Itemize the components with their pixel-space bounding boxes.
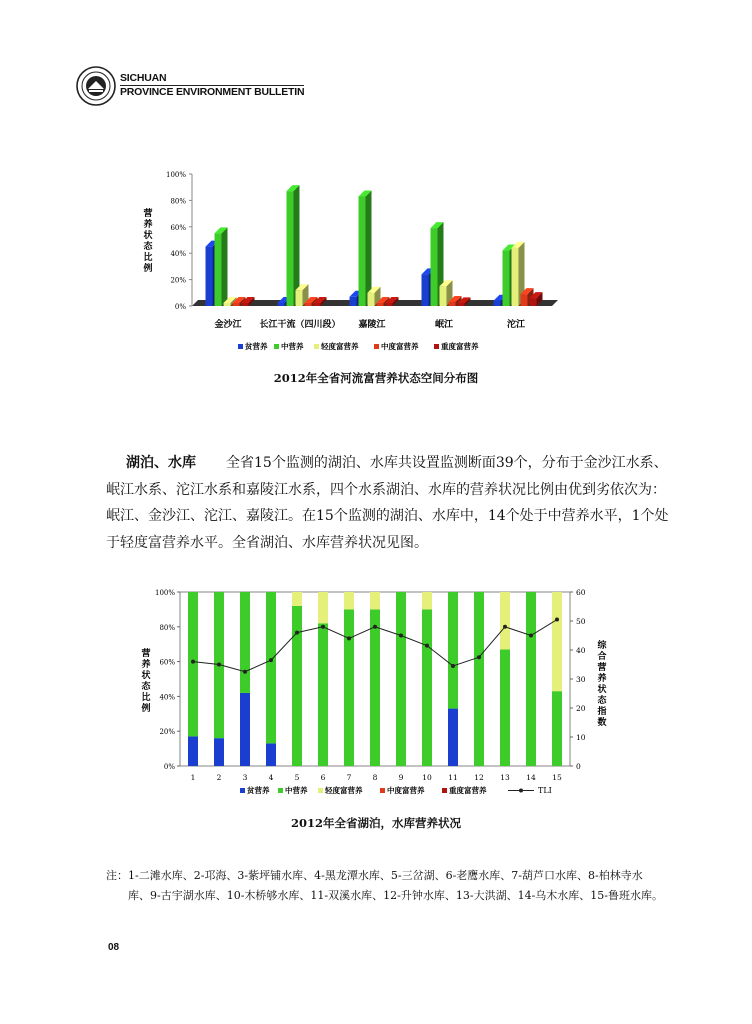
chart2-bar-segment	[396, 592, 406, 766]
chart1-x-tick-label: 岷江	[434, 320, 454, 330]
chart1-bar-front	[494, 301, 501, 306]
chart1-bar-front	[233, 303, 240, 306]
chart2-bar-segment	[240, 693, 250, 766]
chart1-legend-label: 中营养	[281, 342, 304, 351]
chart1-bar-front	[287, 191, 294, 306]
chart1-x-tick-label: 金沙江	[214, 320, 242, 330]
chart1-bar-front	[314, 303, 321, 306]
note-line: 库、9-古宇湖水库、10-木桥够水库、11-双溪水库、12-升钟水库、13-大洪湖、14-乌木水库、15-鲁班水库。	[128, 889, 663, 902]
chart2-y2-label-char: 数	[597, 718, 607, 728]
chart2-tli-point	[399, 634, 403, 638]
chart2-legend-label: 重度富营养	[449, 786, 487, 795]
chart2-x-tick-label: 10	[422, 773, 432, 782]
chart2-tli-point	[503, 625, 507, 629]
chart2-bar-segment	[266, 592, 276, 743]
chart2-bar-segment	[266, 743, 276, 766]
chart1-bar-front	[206, 247, 213, 306]
chart1-bar-front	[530, 298, 537, 306]
chart2-bar-segment	[370, 609, 380, 766]
chart2-x-tick-label: 15	[552, 773, 562, 782]
chart1-bar-front	[242, 303, 249, 306]
chart1-bar-front	[449, 302, 456, 306]
paragraph-line: 全省15个监测的湖泊、水库共设置监测断面39个，分布于金沙江水系、	[226, 455, 668, 471]
chart2-bar-segment	[370, 592, 380, 609]
chart1-y-label-char: 状	[143, 231, 153, 241]
chart1-bars	[206, 185, 543, 306]
chart1-y-tick-label: 60%	[170, 223, 186, 232]
chart2-y2-label-char: 合	[597, 652, 607, 662]
chart2-bar-segment	[422, 609, 432, 766]
chart2-y2-tick-label: 20	[576, 704, 586, 713]
chart2-bar-segment	[292, 606, 302, 766]
chart2-bars	[188, 592, 562, 766]
paragraph-line: 岷江、金沙江、沱江、嘉陵江。在15个监测的湖泊、水库中，14个处于中营养水平，1个处	[106, 508, 669, 524]
bulletin-title	[120, 72, 304, 99]
chart1-bar-front	[521, 294, 528, 306]
chart2-bar-segment	[448, 592, 458, 709]
chart1-legend-swatch	[314, 344, 319, 349]
chart1-bar-front	[386, 303, 393, 306]
chart-note	[106, 866, 686, 906]
chart1-legend-swatch	[274, 344, 279, 349]
chart2-y2-tick-label: 60	[576, 588, 586, 597]
chart2-y2-tick-label: 40	[576, 646, 586, 655]
chart2-legend-label: 贫营养	[247, 786, 270, 795]
chart1-legend-label: 重度富营养	[441, 342, 479, 351]
chart2-x-tick-label: 12	[474, 773, 484, 782]
chart2-y-label-char: 态	[141, 682, 151, 692]
chart2-bar-segment	[344, 592, 354, 609]
chart1-bar-front	[458, 303, 465, 306]
chart1-y-label-char: 态	[143, 242, 153, 252]
chart2-y2-label-char: 状	[597, 685, 607, 695]
chart2-bar-segment	[422, 592, 432, 609]
chart1-bar-front	[368, 293, 375, 306]
chart1-bar-front	[278, 303, 285, 306]
chart2-bar-segment	[500, 592, 510, 649]
chart1-y-tick-label: 40%	[170, 250, 186, 259]
paragraph-line: 岷江水系、沱江水系和嘉陵江水系，四个水系湖泊、水库的营养状况比例由优到劣依次为：	[106, 481, 666, 498]
chart2-y2-tick-label: 10	[576, 733, 586, 742]
chart1-x-tick-label: 沱江	[506, 320, 526, 330]
chart1-bar-side	[366, 190, 372, 306]
bulletin-header	[76, 66, 306, 106]
chart1-bar-front	[512, 248, 519, 306]
chart2-tli-point	[555, 618, 559, 622]
chart2-bar-segment	[318, 623, 328, 766]
chart1-legend-swatch	[374, 344, 379, 349]
section-heading: 湖泊、水库	[126, 455, 196, 471]
chart1-y-tick-label: 80%	[170, 197, 186, 206]
chart2-tli-point	[269, 658, 273, 662]
chart1-legend-label: 贫营养	[245, 342, 268, 351]
chart2-y2-label-char: 营	[597, 663, 607, 673]
chart2-y-tick-label: 40%	[159, 693, 175, 702]
chart1-bar-front	[305, 303, 312, 306]
chart1-bar-front	[440, 286, 447, 306]
chart2-bar-segment	[188, 592, 198, 736]
emblem-logo-icon	[76, 66, 116, 106]
chart2-y2-tick-label: 30	[576, 675, 586, 684]
chart2-x-tick-label: 1	[190, 773, 196, 782]
chart2-tli-point	[217, 663, 221, 667]
chart2-bar-segment	[344, 609, 354, 766]
chart1-y-tick-label: 0%	[174, 303, 186, 311]
chart2-x-tick-label: 4	[268, 773, 274, 782]
chart2-bar-segment	[214, 738, 224, 766]
river-trophic-chart	[0, 160, 752, 360]
chart2-y-label-char: 状	[141, 671, 151, 681]
chart2-y-tick-label: 100%	[154, 589, 175, 597]
chart2-y2-label-char: 综	[597, 641, 607, 651]
chart2-x-tick-label: 14	[526, 773, 536, 782]
chart1-legend-label: 中度富营养	[381, 342, 419, 351]
chart2-tli-point	[243, 670, 247, 674]
chart2-tli-point	[347, 636, 351, 640]
chart2-caption: 2012年全省湖泊，水库营养状况	[290, 816, 461, 830]
chart2-y2-tick-label: 50	[576, 617, 586, 626]
chart2-y-label-char: 营	[141, 649, 151, 659]
chart2-tli-point	[295, 631, 299, 635]
chart2-bar-segment	[526, 592, 536, 766]
chart2-x-tick-label: 2	[216, 773, 222, 782]
chart2-tli-point	[477, 655, 481, 659]
chart2-legend-marker	[519, 789, 523, 793]
chart2-legend	[240, 785, 552, 795]
lake-trophic-chart	[0, 580, 752, 810]
chart2-y-tick-label: 80%	[159, 623, 175, 632]
lakes-reservoirs-paragraph	[106, 450, 669, 556]
chart2-legend-swatch	[318, 788, 323, 793]
chart2-y-label-char: 例	[141, 704, 151, 714]
chart2-x-tick-label: 6	[320, 773, 326, 782]
chart2-bar-segment	[500, 649, 510, 766]
chart1-bar-side	[222, 227, 228, 306]
chart1-caption: 2012年全省河流富营养状态空间分布图	[273, 371, 479, 385]
paragraph-line: 于轻度富营养水平。全省湖泊、水库营养状况见图。	[106, 534, 428, 551]
chart1-y-label-char: 例	[143, 264, 153, 274]
bulletin-title-line1: SICHUAN	[120, 72, 167, 84]
chart2-y-tick-label: 60%	[159, 658, 175, 667]
chart1-bar-front	[359, 196, 366, 306]
chart2-y2-label-char: 指	[597, 707, 607, 717]
chart1-y-tick-label: 20%	[170, 276, 186, 285]
chart2-bar-segment	[474, 592, 484, 766]
chart1-bar-front	[503, 251, 510, 306]
chart1-legend	[238, 341, 479, 351]
chart2-legend-swatch	[380, 788, 385, 793]
chart2-y2-label-char: 养	[597, 674, 607, 684]
chart2-bar-segment	[318, 592, 328, 623]
chart2-tli-point	[529, 634, 533, 638]
chart2-x-tick-label: 5	[294, 773, 300, 782]
chart1-bar-front	[224, 303, 231, 306]
chart2-bar-segment	[240, 592, 250, 693]
chart2-bar-segment	[292, 592, 302, 606]
chart2-legend-swatch	[240, 788, 245, 793]
chart2-tli-point	[321, 625, 325, 629]
chart1-y-label-char: 营	[143, 209, 153, 219]
bulletin-title-line2: PROVINCE ENVIRONMENT BULLETIN	[120, 86, 305, 98]
chart2-legend-swatch	[442, 788, 447, 793]
chart1-bar	[215, 227, 228, 306]
chart2-bar-segment	[552, 691, 562, 766]
chart1-y-label-char: 比	[143, 253, 153, 263]
chart1-legend-swatch	[238, 344, 243, 349]
chart1-x-tick-label: 长江干流（四川段）	[259, 320, 341, 330]
chart1-legend-swatch	[434, 344, 439, 349]
chart1-bar-front	[431, 228, 438, 306]
chart1-legend-label: 轻度富营养	[321, 342, 359, 351]
chart1-y-label-char: 养	[143, 220, 153, 230]
chart2-legend-swatch	[278, 788, 283, 793]
chart2-tli-point	[425, 644, 429, 648]
chart2-tli-point	[451, 664, 455, 668]
chart2-bar-segment	[552, 592, 562, 691]
note-line: 注：1-二滩水库、2-邛海、3-紫坪铺水库、4-黑龙潭水库、5-三岔湖、6-老鹰水库、7-葫芦口水库、8-柏林寺水	[106, 869, 643, 882]
chart1-bar-front	[422, 274, 429, 306]
chart1-bar-front	[296, 290, 303, 306]
chart2-x-tick-label: 8	[372, 773, 378, 782]
chart1-bar	[287, 185, 300, 306]
chart2-x-tick-label: 3	[242, 773, 248, 782]
chart1-bar	[359, 190, 372, 306]
chart2-bar-segment	[448, 709, 458, 766]
chart2-legend-label: 轻度富营养	[325, 786, 363, 795]
chart2-y2-label-char: 态	[597, 696, 607, 706]
chart2-tli-point	[373, 625, 377, 629]
page-number: 08	[108, 942, 120, 953]
chart2-legend-label: 中度富营养	[387, 786, 425, 795]
chart1-y-tick-label: 100%	[165, 171, 186, 179]
chart2-y-tick-label: 20%	[159, 728, 175, 737]
chart2-x-tick-label: 13	[500, 773, 510, 782]
chart2-y2-tick-label: 0	[576, 762, 581, 771]
chart2-x-tick-label: 9	[398, 773, 404, 782]
chart2-legend-label: 中营养	[285, 786, 308, 795]
chart2-y-label-char: 养	[141, 660, 151, 670]
chart2-legend-label: TLI	[538, 786, 552, 795]
chart2-bar-segment	[188, 736, 198, 766]
chart1-bar-front	[215, 233, 222, 306]
chart2-y-tick-label: 0%	[163, 763, 175, 771]
chart2-tli-point	[191, 660, 195, 664]
chart1-bar-front	[377, 303, 384, 306]
chart1-x-tick-label: 嘉陵江	[358, 320, 386, 330]
chart1-bar-front	[350, 297, 357, 306]
chart2-y-label-char: 比	[141, 693, 151, 703]
chart2-x-tick-label: 7	[346, 773, 352, 782]
chart2-x-tick-label: 11	[448, 773, 458, 782]
